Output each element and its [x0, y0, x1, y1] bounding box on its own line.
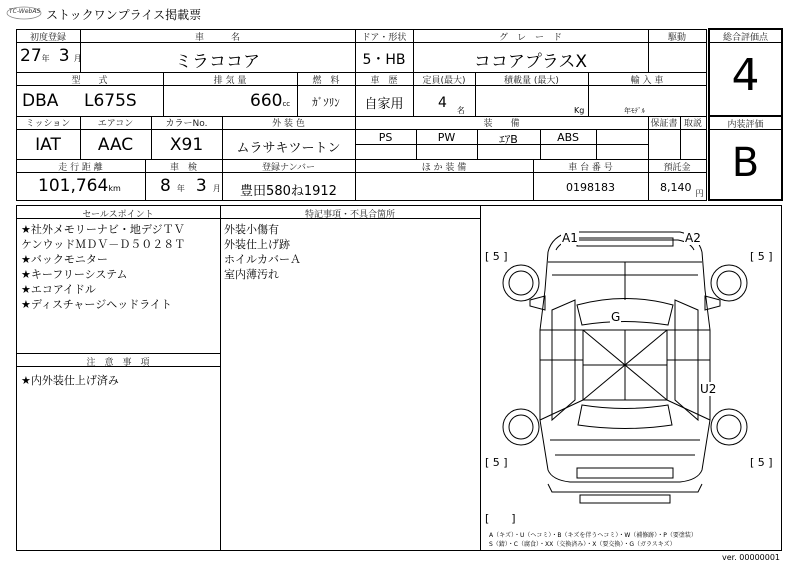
equip-1: PS — [378, 131, 393, 144]
displacement — [250, 91, 290, 111]
insp-month: 3 — [195, 176, 207, 196]
label-equipment: 装 備 — [483, 119, 520, 129]
history: 自家用 — [364, 97, 404, 112]
capacity-unit: 名 — [456, 106, 465, 115]
page-title: ストックワンプライス掲載票 — [46, 8, 202, 22]
logo-text: TC-WebAS — [9, 8, 41, 15]
tire-rl: [ 5 ] — [485, 456, 508, 469]
label-exterior: 外 装 色 — [272, 119, 305, 129]
version: ver. 00000001 — [722, 553, 781, 562]
label-manual: 取説 — [683, 119, 702, 129]
load-unit: Kg — [574, 106, 585, 115]
label-other-equip: ほ か 装 備 — [421, 163, 467, 173]
label-inspection: 車 検 — [169, 163, 197, 173]
capacity-value: 4 — [438, 95, 447, 111]
label-load: 積載量 (最大) — [504, 76, 559, 86]
list-item: ★社外メモリーナビ・地デジＴＶ — [21, 223, 185, 236]
capacity — [438, 92, 465, 115]
list-item: 室内薄汚れ — [224, 268, 279, 281]
tire-fr: [ 5 ] — [750, 250, 773, 263]
fuel: ｶﾞｿﾘﾝ — [312, 96, 340, 109]
label-mileage: 走 行 距 離 — [58, 163, 103, 173]
yen-unit: 円 — [695, 189, 704, 198]
model-prefix: DBA — [22, 91, 59, 111]
label-displacement: 排 気 量 — [213, 76, 247, 86]
spare-tire: [ ] — [485, 512, 516, 525]
label-warranty: 保証書 — [650, 119, 678, 129]
month-unit: 月 — [73, 54, 82, 63]
insp-month-unit: 月 — [212, 184, 221, 193]
label-chassis: 車 台 番 号 — [568, 163, 613, 173]
logo — [6, 5, 42, 21]
label-mission: ミッション — [25, 119, 71, 129]
grade: ココアプラスX — [473, 52, 588, 72]
mission: IAT — [35, 135, 61, 155]
insp-year-unit: 年 — [176, 184, 185, 193]
mileage-value: 101,764 — [38, 176, 109, 196]
list-item: 外装仕上げ跡 — [224, 238, 290, 251]
interior-score: B — [731, 140, 760, 186]
label-fuel: 燃 料 — [312, 76, 340, 86]
overall-score: 4 — [731, 50, 760, 101]
label-capacity: 定員(最大) — [422, 76, 466, 86]
list-item: 外装小傷有 — [224, 223, 279, 236]
interior-eval-label: 内装評価 — [727, 120, 764, 130]
equip-3: ｴｱB — [499, 133, 518, 146]
aircon: AAC — [97, 135, 134, 155]
deposit-value: 8,140 — [660, 181, 692, 194]
list-item: ホイルカバーＡ — [224, 253, 301, 266]
notes-heading: 注 意 事 項 — [86, 358, 150, 368]
list-item: ★エコアイドル — [21, 283, 96, 296]
legend-line-1: A（キズ）・U（ヘコミ）・B（キズを伴うヘコミ）・W（補修跡）・P（要塗装） — [489, 532, 697, 539]
cc-unit: cc — [282, 100, 291, 108]
year-unit: 年 — [41, 54, 50, 63]
exterior-color: ムラサキツートン — [236, 141, 341, 156]
first-reg — [20, 46, 82, 66]
mark-g: G — [611, 310, 621, 324]
mark-a1: A1 — [562, 231, 578, 245]
special-list — [224, 222, 301, 282]
mark-u2: U2 — [700, 382, 717, 396]
label-history: 車 歴 — [370, 76, 398, 86]
equip-4: ABS — [557, 131, 579, 144]
plate-number: 豊田580ね1912 — [240, 184, 337, 199]
car-name: ミラココア — [175, 52, 260, 72]
list-item: ★内外装仕上げ済み — [21, 374, 119, 387]
tire-rr: [ 5 ] — [750, 456, 773, 469]
import-year: 年ﾓﾃﾞﾙ — [624, 107, 645, 115]
label-import: 輸 入 車 — [630, 76, 664, 86]
insp-year: 8 — [160, 176, 171, 196]
sales-heading: セールスポイント — [82, 210, 154, 220]
sales-list — [21, 222, 185, 312]
label-plate: 登録ナンバー — [262, 163, 315, 173]
list-item: ★バックモニター — [21, 253, 108, 266]
mileage — [38, 176, 121, 196]
chassis-number: 0198183 — [566, 181, 615, 194]
deposit — [660, 181, 704, 198]
special-heading: 特記事項・不具合箇所 — [304, 210, 395, 220]
label-car-name: 車 名 — [194, 33, 240, 43]
label-door: ドア・形状 — [361, 33, 407, 43]
legend-line-2: S（錆）・C（腐食）・XX（交換済み）・X（要交換）・G（ガラスキズ） — [489, 541, 676, 548]
equip-2: PW — [437, 131, 456, 144]
tire-fl: [ 5 ] — [485, 250, 508, 263]
label-drive: 駆動 — [667, 33, 686, 43]
label-color-no: カラーNo. — [165, 119, 208, 129]
color-no: X91 — [169, 135, 204, 155]
first-reg-month: 3 — [58, 46, 70, 66]
door-shape: 5・HB — [362, 52, 406, 68]
label-first-reg: 初度登録 — [29, 33, 66, 43]
label-deposit: 預託金 — [663, 163, 691, 173]
displacement-value: 660 — [250, 91, 283, 111]
mark-a2: A2 — [685, 231, 701, 245]
label-aircon: エアコン — [97, 119, 134, 129]
inspection — [160, 176, 221, 196]
first-reg-year: 27 — [20, 46, 42, 66]
model: L675S — [84, 91, 137, 111]
notes-list — [21, 373, 119, 388]
list-item: ケンウッドＭＤＶ－Ｄ５０２８Ｔ — [21, 238, 186, 251]
label-model: 型 式 — [71, 76, 108, 86]
list-item: ★キーフリーシステム — [21, 268, 128, 281]
score-label: 総合評価点 — [722, 33, 768, 43]
km-unit: km — [108, 184, 121, 193]
list-item: ★ディスチャージヘッドライト — [21, 298, 172, 311]
label-grade: グ レ ー ド — [498, 33, 562, 43]
